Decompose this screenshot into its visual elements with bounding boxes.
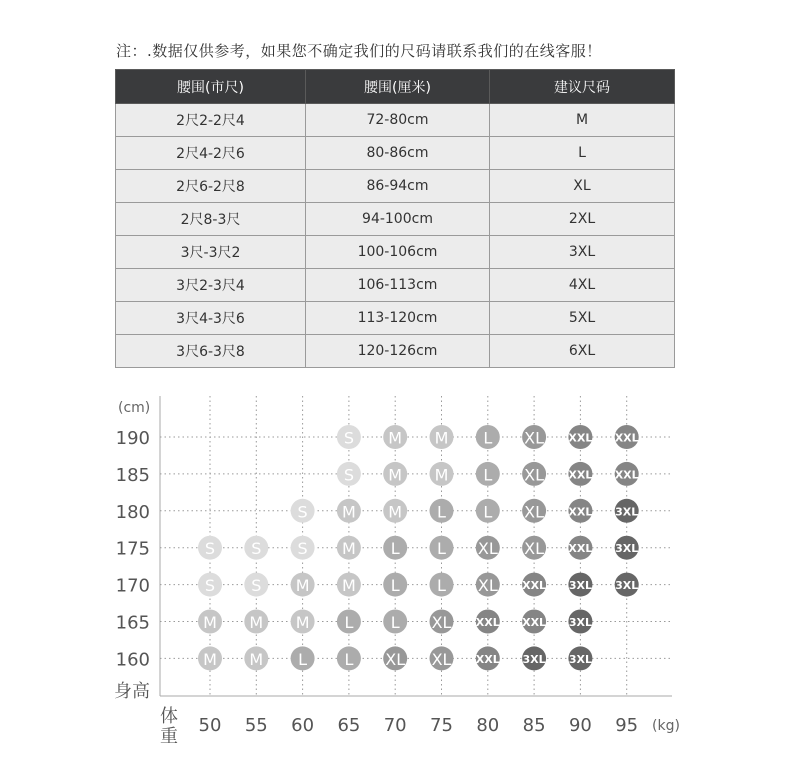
table-row xyxy=(116,170,675,203)
x-tick-label: 80 xyxy=(476,715,500,736)
y-tick-label: 165 xyxy=(115,612,150,634)
size-label: 3XL xyxy=(522,652,546,666)
size-label: L xyxy=(344,649,354,669)
size-label: XXL xyxy=(614,468,639,482)
size-label: L xyxy=(483,502,493,522)
size-cell: 4XL xyxy=(490,269,675,302)
size-label: M xyxy=(341,576,356,596)
size-label: M xyxy=(203,649,217,669)
size-label: S xyxy=(251,539,262,559)
header-waist-cm: 腰围(厘米) xyxy=(306,70,490,104)
size-label: XL xyxy=(524,428,545,448)
size-label: XXL xyxy=(475,652,500,666)
size-label: S xyxy=(343,428,354,448)
size-cell: 5XL xyxy=(490,302,675,335)
x-tick-label: 60 xyxy=(291,715,315,736)
size-label: 3XL xyxy=(568,579,592,593)
size-label: XL xyxy=(385,649,406,669)
waist-cm-cell: 94-100cm xyxy=(306,203,490,236)
size-label: 3XL xyxy=(615,542,639,556)
size-label: XXL xyxy=(614,431,639,445)
size-label: XXL xyxy=(568,505,593,519)
size-label: M xyxy=(295,576,310,596)
x-tick-label: 90 xyxy=(568,715,592,736)
y-tick-label: 180 xyxy=(115,501,150,523)
size-label: S xyxy=(343,465,354,485)
y-unit-label: (cm) xyxy=(118,400,151,416)
size-label: L xyxy=(390,576,400,596)
size-label: XL xyxy=(477,539,498,559)
size-label: XL xyxy=(524,539,545,559)
size-label: XXL xyxy=(475,616,500,629)
table-row xyxy=(116,302,675,335)
y-tick-label: 170 xyxy=(115,575,150,597)
size-label: M xyxy=(388,428,403,448)
size-label: L xyxy=(483,465,493,485)
size-table xyxy=(115,69,675,368)
size-label: M xyxy=(434,465,449,485)
size-label: XXL xyxy=(522,579,547,593)
y-tick-label: 185 xyxy=(115,464,150,486)
size-label: S xyxy=(297,539,308,559)
header-waist-shichi: 腰围(市尺) xyxy=(116,70,306,104)
size-label: L xyxy=(437,576,446,596)
size-label: XL xyxy=(524,502,545,522)
waist-shichi-cell: 3尺2-3尺4 xyxy=(116,269,306,302)
y-axis-name: 身高 xyxy=(114,681,150,702)
x-tick-label: 70 xyxy=(383,715,407,736)
waist-cm-cell: 113-120cm xyxy=(306,302,490,335)
y-tick-label: 190 xyxy=(115,428,150,449)
y-tick-label: 160 xyxy=(115,649,150,671)
waist-shichi-cell: 2尺2-2尺4 xyxy=(116,104,306,137)
size-label: 3XL xyxy=(615,505,639,519)
size-label: M xyxy=(388,465,403,485)
waist-cm-cell: 100-106cm xyxy=(306,236,490,269)
size-table-header-row xyxy=(116,70,675,104)
size-label: XXL xyxy=(568,542,593,556)
table-row xyxy=(116,269,675,302)
waist-cm-cell: 72-80cm xyxy=(306,104,490,137)
size-cell: 3XL xyxy=(490,236,675,269)
x-unit-label: (kg) xyxy=(652,718,680,734)
waist-shichi-cell: 3尺-3尺2 xyxy=(116,236,306,269)
x-tick-label: 50 xyxy=(198,715,222,736)
size-label: S xyxy=(297,502,308,522)
y-tick-label: 175 xyxy=(115,538,150,560)
table-row xyxy=(116,203,675,236)
size-label: XL xyxy=(524,465,545,485)
size-cell: L xyxy=(490,137,675,170)
waist-shichi-cell: 2尺4-2尺6 xyxy=(116,137,306,170)
x-axis-name: 重 xyxy=(160,726,178,747)
size-label: XXL xyxy=(522,616,547,629)
waist-shichi-cell: 3尺4-3尺6 xyxy=(116,302,306,335)
table-row xyxy=(116,236,675,269)
size-label: M xyxy=(203,613,217,632)
size-label: L xyxy=(390,613,400,632)
size-label: M xyxy=(341,539,356,559)
waist-cm-cell: 80-86cm xyxy=(306,137,490,170)
size-label: XL xyxy=(431,613,452,632)
waist-shichi-cell: 2尺8-3尺 xyxy=(116,203,306,236)
size-label: S xyxy=(204,539,216,559)
table-row xyxy=(116,104,675,137)
waist-cm-cell: 86-94cm xyxy=(306,170,490,203)
size-label: M xyxy=(434,428,449,448)
disclaimer-note: 注：.数据仅供参考，如果您不确定我们的尺码请联系我们的在线客服！ xyxy=(116,42,602,60)
size-label: L xyxy=(437,502,446,522)
size-label: S xyxy=(251,576,262,596)
size-label: S xyxy=(204,576,216,596)
waist-cm-cell: 120-126cm xyxy=(306,335,490,368)
size-cell: M xyxy=(490,104,675,137)
size-label: XXL xyxy=(568,468,593,482)
size-label: 3XL xyxy=(615,579,639,593)
x-axis-name: 体 xyxy=(160,706,178,727)
size-label: M xyxy=(341,502,356,522)
waist-shichi-cell: 2尺6-2尺8 xyxy=(116,170,306,203)
x-tick-label: 55 xyxy=(244,715,268,736)
x-tick-label: 85 xyxy=(522,715,546,736)
size-cell: 2XL xyxy=(490,203,675,236)
table-row xyxy=(116,137,675,170)
size-cell: 6XL xyxy=(490,335,675,368)
size-label: L xyxy=(437,539,446,559)
size-chart xyxy=(0,380,790,780)
size-label: 3XL xyxy=(568,652,592,666)
size-label: L xyxy=(483,428,493,448)
size-label: M xyxy=(249,649,264,669)
size-label: L xyxy=(298,649,308,669)
size-label: M xyxy=(388,502,403,522)
size-label: M xyxy=(295,613,310,632)
size-label: XL xyxy=(477,576,498,596)
size-label: 3XL xyxy=(568,616,592,629)
size-cell: XL xyxy=(490,170,675,203)
size-label: XXL xyxy=(568,431,593,445)
header-recommended-size: 建议尺码 xyxy=(490,70,675,104)
table-row xyxy=(116,335,675,368)
x-tick-label: 65 xyxy=(337,715,361,736)
size-label: XL xyxy=(431,649,452,669)
size-label: L xyxy=(344,613,354,632)
waist-cm-cell: 106-113cm xyxy=(306,269,490,302)
x-tick-label: 95 xyxy=(615,715,639,736)
size-label: L xyxy=(390,539,400,559)
waist-shichi-cell: 3尺6-3尺8 xyxy=(116,335,306,368)
size-label: M xyxy=(249,613,264,632)
x-tick-label: 75 xyxy=(430,715,453,736)
